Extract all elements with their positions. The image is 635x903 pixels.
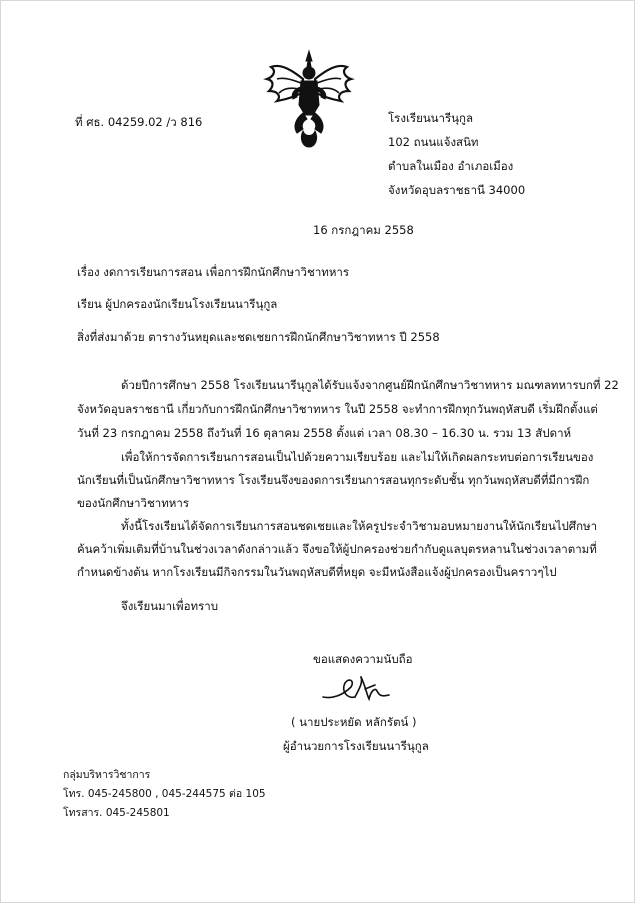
footer-phone: โทร. 045-245800 , 045-244575 ต่อ 105 [63, 788, 266, 800]
body-paragraph-2-line-3: ของนักศึกษาวิชาทหาร [77, 496, 190, 510]
footer-fax: โทรสาร. 045-245801 [63, 807, 170, 819]
letter-attachment: สิ่งที่ส่งมาด้วย ตารางวันหยุดและชดเชยการฝึกนักศึกษาวิชาทหาร ปี 2558 [77, 330, 440, 344]
sender-subdistrict: ตำบลในเมือง อำเภอเมือง [388, 159, 514, 173]
body-paragraph-2-line-1: เพื่อให้การจัดการเรียนการสอนเป็นไปด้วยความเรียบร้อย และไม่ให้เกิดผลกระทบต่อการเรียนของ [121, 450, 594, 464]
letter-subject: เรื่อง งดการเรียนการสอน เพื่อการฝึกนักศึกษาวิชาทหาร [77, 265, 350, 279]
letter-date: 16 กรกฎาคม 2558 [313, 223, 414, 237]
signer-name: ( นายประหยัด หลักรัตน์ ) [291, 715, 417, 729]
garuda-emblem-icon [263, 49, 355, 149]
reference-number: ที่ ศธ. 04259.02 /ว 816 [75, 115, 203, 129]
sender-name: โรงเรียนนารีนุกูล [388, 111, 474, 125]
sender-province: จังหวัดอุบลราชธานี 34000 [388, 183, 526, 197]
body-paragraph-1-line-3: วันที่ 23 กรกฎาคม 2558 ถึงวันที่ 16 ตุลาคม 2558 ตั้งแต่ เวลา 08.30 – 16.30 น. รวม 13 สัปดาห์ [77, 426, 572, 440]
body-paragraph-2-line-2: นักเรียนที่เป็นนักศึกษาวิชาทหาร โรงเรียนจึงของดการเรียนการสอนทุกระดับชั้น ทุกวันพฤหัสบดีที่มีการฝึก [77, 473, 590, 487]
footer-department: กลุ่มบริหารวิชาการ [63, 769, 151, 781]
body-paragraph-1-line-1: ด้วยปีการศึกษา 2558 โรงเรียนนารีนุกูลได้รับแจ้งจากศูนย์ฝึกนักศึกษาวิชาทหาร มณฑลทหารบกที่ 22 [121, 378, 619, 392]
salutation: ขอแสดงความนับถือ [313, 652, 413, 666]
body-paragraph-1-line-2: จังหวัดอุบลราชธานี เกี่ยวกับการฝึกนักศึกษาวิชาทหาร ในปี 2558 จะทำการฝึกทุกวันพฤหัสบดี เริ่มฝึกตั้งแต่ [77, 402, 598, 416]
closing-line: จึงเรียนมาเพื่อทราบ [121, 599, 219, 613]
signer-title: ผู้อำนวยการโรงเรียนนารีนุกูล [283, 739, 429, 753]
body-paragraph-3-line-3: กำหนดข้างต้น หากโรงเรียนมีกิจกรรมในวันพฤหัสบดีที่หยุด จะมีหนังสือแจ้งผู้ปกครองเป็นคราวๆไป [77, 565, 557, 579]
signature-mark [319, 669, 393, 709]
letter-recipient: เรียน ผู้ปกครองนักเรียนโรงเรียนนารีนุกูล [77, 297, 278, 311]
sender-street: 102 ถนนแจ้งสนิท [388, 135, 479, 149]
body-paragraph-3-line-2: ค้นคว้าเพิ่มเติมที่บ้านในช่วงเวลาดังกล่าวแล้ว จึงขอให้ผู้ปกครองช่วยกำกับดูแลบุตรหลานในช่วงเวลาตามที่ [77, 542, 597, 556]
body-paragraph-3-line-1: ทั้งนี้โรงเรียนได้จัดการเรียนการสอนชดเชยและให้ครูประจำวิชามอบหมายงานให้นักเรียนไปศึกษา [121, 519, 598, 533]
